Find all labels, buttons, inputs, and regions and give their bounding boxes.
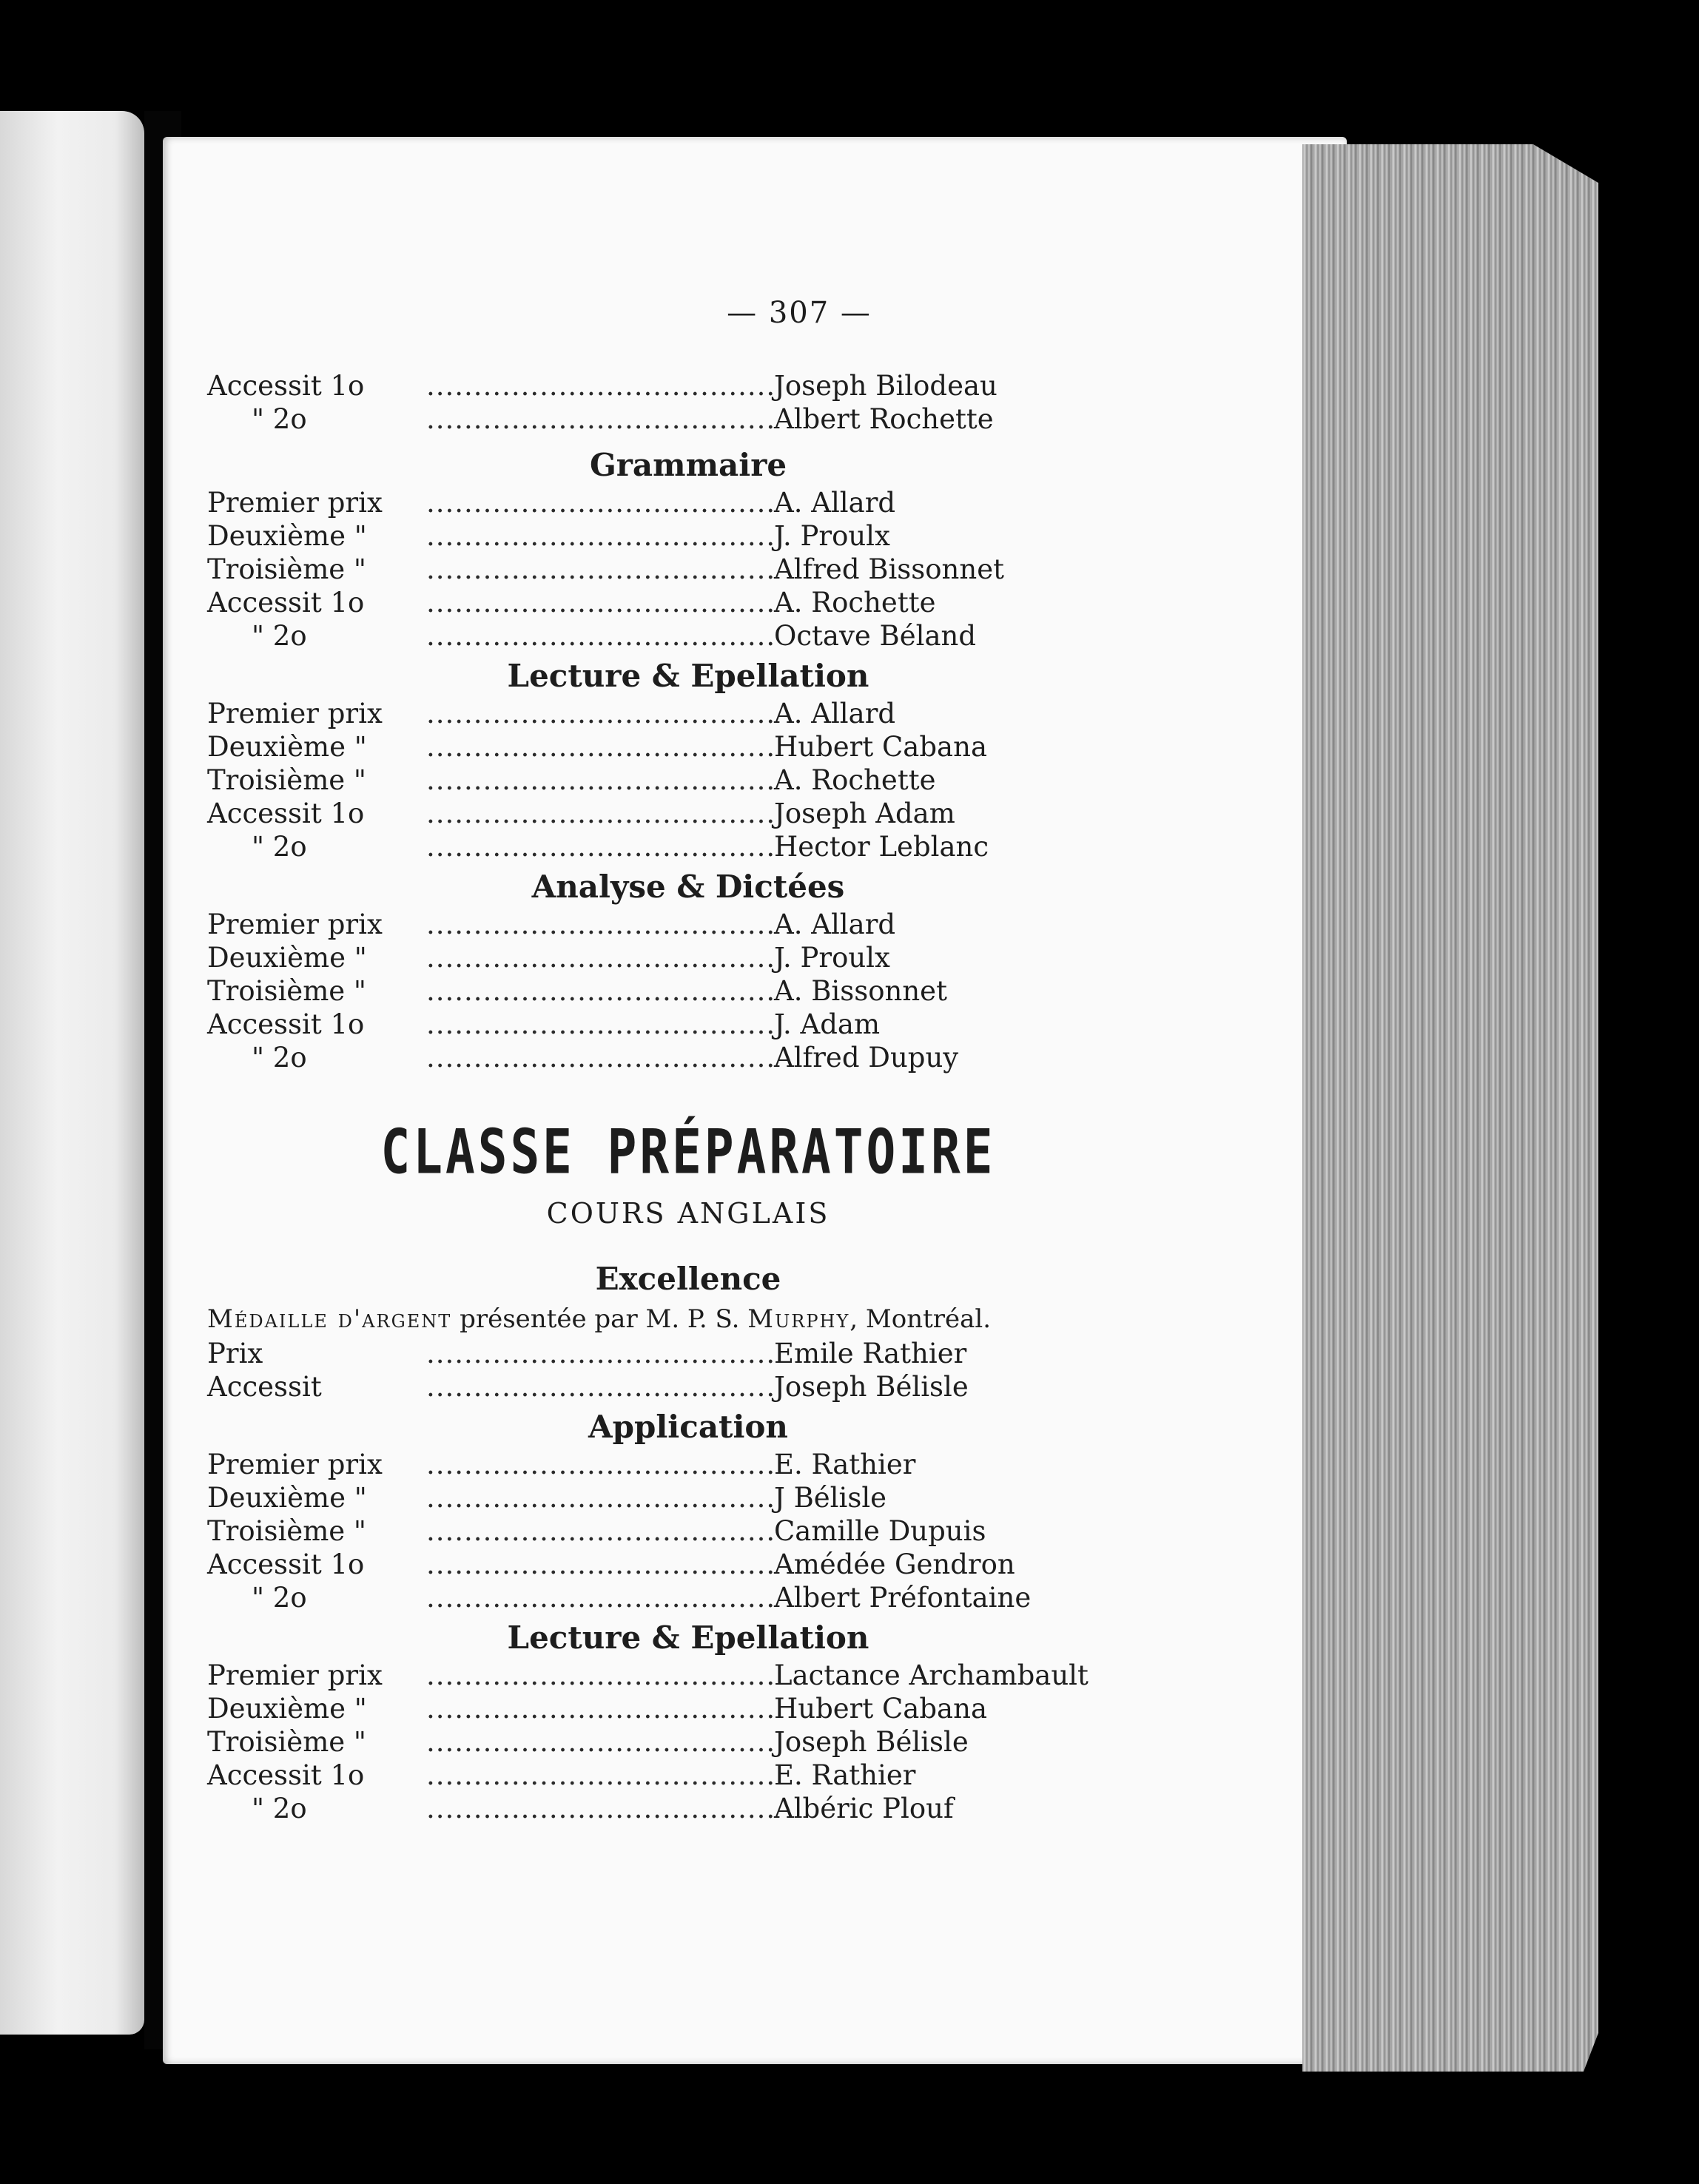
prize-label: Accessit — [207, 1371, 322, 1403]
list-item — [207, 1338, 1169, 1371]
prize-label: Premier prix — [207, 698, 383, 729]
prize-label: Deuxième " — [207, 520, 367, 552]
class-header — [207, 1117, 1169, 1239]
winner-name: E. Rathier — [774, 1449, 916, 1480]
list-item — [207, 1759, 1169, 1793]
list-item — [207, 764, 1169, 798]
leader-dots — [426, 1008, 774, 1040]
prize-label: Premier prix — [207, 1659, 383, 1691]
leader-dots — [426, 1726, 774, 1758]
winner-name: Albert Préfontaine — [774, 1582, 1032, 1614]
leader-dots — [426, 1582, 774, 1614]
list-item — [207, 1793, 1169, 1826]
list-item — [207, 942, 1169, 975]
page-number: — 307 — — [727, 296, 872, 330]
list-item — [207, 487, 1169, 520]
leader-dots — [426, 487, 774, 519]
leader-dots — [426, 764, 774, 796]
prize-label: " 2o — [252, 1582, 307, 1614]
section-heading: Analyse & Dictées — [531, 869, 845, 905]
list-item — [207, 975, 1169, 1008]
list-item — [207, 1371, 1169, 1404]
list-item — [207, 620, 1169, 653]
leader-dots — [426, 1482, 774, 1514]
prize-label: Troisième " — [207, 975, 366, 1007]
winner-name: Joseph Bilodeau — [774, 370, 997, 402]
list-item — [207, 1548, 1169, 1582]
winner-name: A. Rochette — [774, 764, 936, 796]
prize-label: Troisième " — [207, 553, 366, 585]
leader-dots — [426, 975, 774, 1007]
winner-name: A. Allard — [774, 487, 896, 519]
winner-name: Alfred Dupuy — [774, 1042, 959, 1074]
list-item — [207, 370, 1169, 403]
list-item — [207, 1726, 1169, 1759]
class-title: CLASSE PRÉPARATOIRE — [380, 1116, 996, 1188]
list-item — [207, 1515, 1169, 1548]
leader-dots — [426, 1693, 774, 1725]
list-item — [207, 1482, 1169, 1515]
leader-dots — [426, 731, 774, 763]
prize-label: Troisième " — [207, 1726, 366, 1758]
list-item — [207, 731, 1169, 764]
prize-label: " 2o — [252, 1793, 307, 1824]
list-item — [207, 798, 1169, 831]
list-item — [207, 553, 1169, 587]
leader-dots — [426, 942, 774, 974]
section-heading: Application — [588, 1409, 788, 1445]
winner-name: J. Proulx — [774, 942, 890, 974]
medal-line — [207, 1301, 1169, 1338]
prize-label: Premier prix — [207, 1449, 383, 1480]
prize-label: Accessit 1o — [207, 1759, 365, 1791]
prize-label: " 2o — [252, 620, 307, 652]
leader-dots — [426, 831, 774, 863]
leader-dots — [426, 1515, 774, 1547]
winner-name: Hubert Cabana — [774, 731, 987, 763]
leader-dots — [426, 698, 774, 729]
winner-name: Joseph Bélisle — [774, 1371, 969, 1403]
winner-name: J. Proulx — [774, 520, 890, 552]
top-entries — [207, 370, 1169, 437]
medal-text: présentée par M. P. S. — [460, 1304, 740, 1334]
prize-label: " 2o — [252, 1042, 307, 1074]
winner-name: Albert Rochette — [774, 403, 994, 435]
leader-dots — [426, 1793, 774, 1824]
section-lecture-epellation — [207, 655, 1169, 864]
prize-label: Deuxième " — [207, 731, 367, 763]
prize-label: Deuxième " — [207, 942, 367, 974]
list-item — [207, 587, 1169, 620]
leader-dots — [426, 1759, 774, 1791]
winner-name: A. Rochette — [774, 587, 936, 619]
list-item — [207, 909, 1169, 942]
prize-label: Accessit 1o — [207, 1548, 365, 1580]
page-edges — [1302, 144, 1598, 2072]
winner-name: J. Adam — [774, 1008, 881, 1040]
leader-dots — [426, 909, 774, 940]
prize-label: Deuxième " — [207, 1482, 367, 1514]
winner-name: Emile Rathier — [774, 1338, 967, 1369]
winner-name: Albéric Plouf — [774, 1793, 954, 1824]
section-heading: Lecture & Epellation — [507, 1620, 869, 1656]
list-item — [207, 403, 1169, 437]
medal-donor: Murphy — [747, 1304, 850, 1334]
prize-label: " 2o — [252, 831, 307, 863]
winner-name: J Bélisle — [774, 1482, 887, 1514]
list-item — [207, 698, 1169, 731]
leader-dots — [426, 1371, 774, 1403]
leader-dots — [426, 553, 774, 585]
section-analyse-dictees — [207, 866, 1169, 1075]
section-heading: Excellence — [595, 1261, 781, 1297]
section-excellence — [207, 1258, 1169, 1404]
list-item — [207, 1659, 1169, 1693]
winner-name: Joseph Bélisle — [774, 1726, 969, 1758]
prize-label: Accessit 1o — [207, 798, 365, 829]
facing-page-edge — [0, 111, 144, 2035]
list-item — [207, 831, 1169, 864]
list-item — [207, 1008, 1169, 1042]
list-item — [207, 1042, 1169, 1075]
prize-label: Deuxième " — [207, 1693, 367, 1725]
winner-name: A. Allard — [774, 909, 896, 940]
winner-name: Alfred Bissonnet — [774, 553, 1004, 585]
section-heading: Lecture & Epellation — [507, 658, 869, 694]
medal-label: Médaille d'argent — [207, 1304, 452, 1334]
leader-dots — [426, 403, 774, 435]
section-application — [207, 1406, 1169, 1615]
list-item — [207, 1582, 1169, 1615]
winner-name: Lactance Archambault — [774, 1659, 1089, 1691]
prize-label: Accessit 1o — [207, 370, 365, 402]
leader-dots — [426, 520, 774, 552]
winner-name: A. Allard — [774, 698, 896, 729]
section-grammaire — [207, 444, 1169, 653]
winner-name: Amédée Gendron — [774, 1548, 1015, 1580]
leader-dots — [426, 798, 774, 829]
list-item — [207, 1693, 1169, 1726]
list-item — [207, 520, 1169, 553]
prize-label: Prix — [207, 1338, 263, 1369]
list-item — [207, 1449, 1169, 1482]
winner-name: A. Bissonnet — [774, 975, 947, 1007]
leader-dots — [426, 370, 774, 402]
winner-name: Camille Dupuis — [774, 1515, 986, 1547]
medal-place: , Montréal. — [850, 1304, 992, 1334]
leader-dots — [426, 587, 774, 619]
leader-dots — [426, 1659, 774, 1691]
prize-label: Premier prix — [207, 909, 383, 940]
prize-label: Troisième " — [207, 764, 366, 796]
prize-label: Troisième " — [207, 1515, 366, 1547]
leader-dots — [426, 1042, 774, 1074]
winner-name: Octave Béland — [774, 620, 977, 652]
leader-dots — [426, 1449, 774, 1480]
prize-label: Premier prix — [207, 487, 383, 519]
prize-label: " 2o — [252, 403, 307, 435]
winner-name: E. Rathier — [774, 1759, 916, 1791]
prize-label: Accessit 1o — [207, 587, 365, 619]
leader-dots — [426, 1338, 774, 1369]
winner-name: Hubert Cabana — [774, 1693, 987, 1725]
section-heading: Grammaire — [589, 447, 787, 483]
section-lecture-epellation-2 — [207, 1617, 1169, 1826]
winner-name: Joseph Adam — [774, 798, 955, 829]
winner-name: Hector Leblanc — [774, 831, 989, 863]
leader-dots — [426, 1548, 774, 1580]
prize-label: Accessit 1o — [207, 1008, 365, 1040]
leader-dots — [426, 620, 774, 652]
course-title: COURS ANGLAIS — [546, 1197, 830, 1230]
